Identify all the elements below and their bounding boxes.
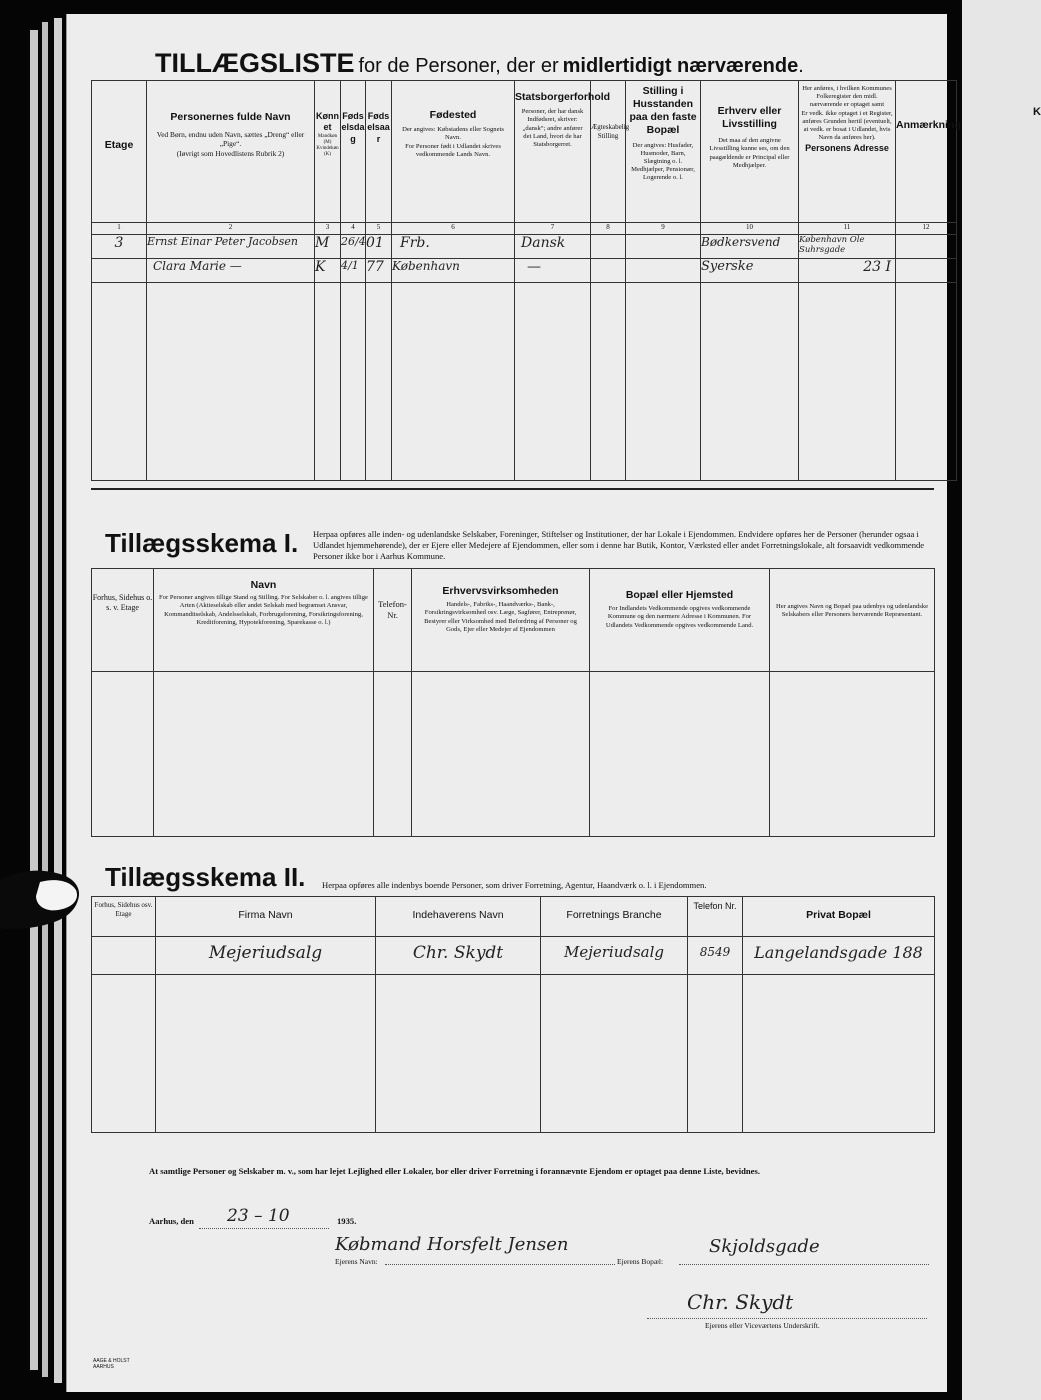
- s1-hdr-business: Erhvervsvirksomheden Handels-, Fabriks-, Haandværks-, Bank-, Forsikringsvirksomhed osv. Læge, Sagfører, Entreprenør, Bestyrer eller Virksomhed med Befordring af Personer og Gods, Ejer eller Medejer af Ejendommen: [412, 569, 590, 672]
- owner-address: Skjoldsgade: [709, 1236, 820, 1257]
- next-page-edge: [962, 0, 1041, 1400]
- row-name: Ernst Einar Peter Jacobsen: [147, 235, 315, 259]
- col-num: 5: [366, 223, 392, 235]
- s2-row-firm: Mejeriudsalg: [156, 937, 376, 975]
- col-num: 6: [392, 223, 515, 235]
- s2-row-etage: [92, 937, 156, 975]
- hdr-birthyear: Fødselsaar: [366, 81, 392, 223]
- s1-hdr-phone: Telefon-Nr.: [374, 569, 412, 672]
- s2-row-phone: 8549: [688, 937, 743, 975]
- hdr-birthday: Fødselsdag: [341, 81, 366, 223]
- hdr-occupation: Erhverv eller Livsstilling Det maa af den angivne Livsstilling kunne ses, om den paagældende er Principal eller Medhjælper.: [701, 81, 799, 223]
- owner-address-line: [679, 1264, 929, 1265]
- table-row: [92, 235, 957, 259]
- col-num: 8: [591, 223, 626, 235]
- table-row: [92, 259, 957, 283]
- s1-hdr-representative: Her angives Navn og Bopæl paa udenbys og udenlandske Selskabers eller Personers herværende Repræsentant.: [770, 569, 935, 672]
- document-page: [66, 14, 961, 1392]
- s2-row-owner: Chr. Skydt: [376, 937, 541, 975]
- row-etage: 3: [92, 235, 147, 259]
- page-title: [155, 48, 804, 79]
- list-bottom-rule: [91, 488, 934, 490]
- col-num: 9: [626, 223, 701, 235]
- row-marital: [591, 235, 626, 259]
- skema2-description: Herpaa opføres alle indenbys boende Personer, som driver Forretning, Agentur, Haandværk o. l. i Ejendommen.: [322, 880, 707, 890]
- s2-hdr-address: Privat Bopæl: [743, 897, 935, 937]
- row-name: Clara Marie —: [147, 259, 315, 283]
- row-etage: [92, 259, 147, 283]
- date-line: [199, 1228, 329, 1229]
- hdr-note: Anmærkning: [896, 81, 957, 223]
- title-main: TILLÆGSLISTE: [155, 48, 355, 78]
- s2-row-address: Langelandsgade 188: [743, 937, 935, 975]
- table-row: [92, 937, 935, 975]
- footer-place: Aarhus, den: [149, 1216, 194, 1226]
- row-address: 23 I: [799, 259, 896, 283]
- col-num: 2: [147, 223, 315, 235]
- row-household: [626, 235, 701, 259]
- row-note: [896, 235, 957, 259]
- s2-hdr-firm: Firma Navn: [156, 897, 376, 937]
- s2-hdr-branch: Forretnings Branche: [541, 897, 688, 937]
- hdr-citizenship: Statsborgerforhold Personer, der har dansk Indfødsret, skriver: „dansk“; andre anfører det Land, hvori de har Statsborgerret.: [515, 81, 591, 223]
- clip-icon: [0, 860, 90, 940]
- row-birthplace: København: [392, 259, 515, 283]
- row-day: 26/4: [341, 235, 366, 259]
- hdr-sex: Kønnet Mandkøn (M) Kvindekøn (K): [315, 81, 341, 223]
- footer-date: 23 – 10: [227, 1206, 290, 1226]
- row-note: [896, 259, 957, 283]
- owner-name: Købmand Horsfelt Jensen: [335, 1234, 569, 1255]
- footer-statement: At samtlige Personer og Selskaber m. v., som har lejet Lejlighed eller Lokaler, bor eller driver Forretning i forannævnte Ejendom er optaget paa denne Liste, bevidnes.: [149, 1166, 760, 1176]
- s1-hdr-etage: Forhus, Sidehus o. s. v. Etage: [92, 569, 154, 672]
- col-num: 10: [701, 223, 799, 235]
- hdr-address: Her anføres, i hvilken Kommunes Folkeregister den midl. nærværende er optaget samt Er vedk. ikke optaget i et Register, anføres Grunden hertil (eventuelt, at vedk. er bosat i Udlandet, hvis Navn da anføres her). Personens Adresse: [799, 81, 896, 223]
- row-year: 01: [366, 235, 392, 259]
- col-num: 4: [341, 223, 366, 235]
- skema1-table: [91, 568, 935, 837]
- s1-hdr-residence: Bopæl eller Hjemsted For Indlandets Vedkommende opgives vedkommende Kommune og den nærmere Adresse i Kommunen. For Udlandets Vedkommende opgives vedkommende Land.: [590, 569, 770, 672]
- skema1-empty-rows: [92, 672, 935, 837]
- s2-hdr-phone: Telefon Nr.: [688, 897, 743, 937]
- row-sex: K: [315, 259, 341, 283]
- printer-mark: AAGE & HOLST AARHUS: [93, 1358, 130, 1370]
- row-birthplace: Frb.: [392, 235, 515, 259]
- row-year: 77: [366, 259, 392, 283]
- row-day: 4/1: [341, 259, 366, 283]
- owner-name-line: [385, 1264, 615, 1265]
- skema2-empty-rows: [92, 975, 935, 1133]
- signature-line: [647, 1318, 927, 1319]
- row-sex: M: [315, 235, 341, 259]
- col-num: 11: [799, 223, 896, 235]
- col-num: 3: [315, 223, 341, 235]
- col-num: 7: [515, 223, 591, 235]
- row-address: København Ole Suhrsgade: [799, 235, 896, 259]
- title-rest: for de Personer, der er: [358, 55, 559, 77]
- row-occupation: Bødkersvend: [701, 235, 799, 259]
- hdr-name: Personernes fulde Navn Ved Børn, endnu uden Navn, sættes „Dreng“ eller „Pige“. (Iøvrigt som Hovedlistens Rubrik 2): [147, 81, 315, 223]
- title-bold: midlertidigt nærværende: [562, 55, 799, 77]
- next-page-letter: K: [1033, 106, 1041, 118]
- signature-label: Ejerens eller Viceværtens Underskrift.: [705, 1321, 820, 1330]
- title-end: .: [798, 55, 804, 77]
- owner-address-label: Ejerens Bopæl:: [617, 1257, 664, 1266]
- s2-hdr-etage: Forhus, Sidehus osv. Etage: [92, 897, 156, 937]
- row-household: [626, 259, 701, 283]
- hdr-birthplace: Fødested Der angives: Købstadens eller Sognets Navn. For Personer født i Udlandet skrives vedkommende Lands Navn.: [392, 81, 515, 223]
- skema1-title: Tillægsskema I.: [105, 528, 299, 558]
- skema2-title: Tillægsskema II.: [105, 862, 306, 892]
- col-num: 1: [92, 223, 147, 235]
- footer-year: 1935.: [337, 1216, 357, 1226]
- main-list-table: [91, 80, 961, 481]
- hdr-etage: Etage: [92, 81, 147, 223]
- skema2-table: [91, 896, 935, 1133]
- owner-name-label: Ejerens Navn:: [335, 1257, 378, 1266]
- row-citizen: Dansk: [515, 235, 591, 259]
- s2-row-branch: Mejeriudsalg: [541, 937, 688, 975]
- row-citizen: —: [515, 259, 591, 283]
- hdr-household: Stilling i Husstanden paa den faste Bopæl Der angives: Husfader, Husmoder, Barn, Slægtning o. l. Medhjælper, Pensionær, Logerende o. l.: [626, 81, 701, 223]
- col-num: 12: [896, 223, 957, 235]
- skema1-description: Herpaa opføres alle inden- og udenlandske Selskaber, Foreninger, Stiftelser og Institutioner, der har Lokale i Ejendommen. Endvidere opføres her de Personer (herunder ogsaa i Udlandet hjemmehørende), der er Ejere eller Medejere af Ejendommen, eller som i denne har Butik, Kontor, Værksted eller andet Forretningslokale, alt forsaavidt vedkommende Personer ikke bor i Aarhus Kommune.: [313, 529, 925, 562]
- s1-hdr-name: Navn For Personer angives tillige Stand og Stilling. For Selskaber o. l. angives tillige Arten (Aktieselskab eller andet Selskab med begrænset Ansvar, Kommanditselskab, Andelsselskab, Forbrugsforening, Forsikringsforening, Kreditforening, Hypotekforening, Sparekasse o. l.): [154, 569, 374, 672]
- row-marital: [591, 259, 626, 283]
- row-occupation: Syerske: [701, 259, 799, 283]
- s2-hdr-owner: Indehaverens Navn: [376, 897, 541, 937]
- signature: Chr. Skydt: [687, 1290, 794, 1314]
- hdr-marital: Ægteskabelig Stilling: [591, 81, 626, 223]
- empty-rows-area: [92, 283, 957, 481]
